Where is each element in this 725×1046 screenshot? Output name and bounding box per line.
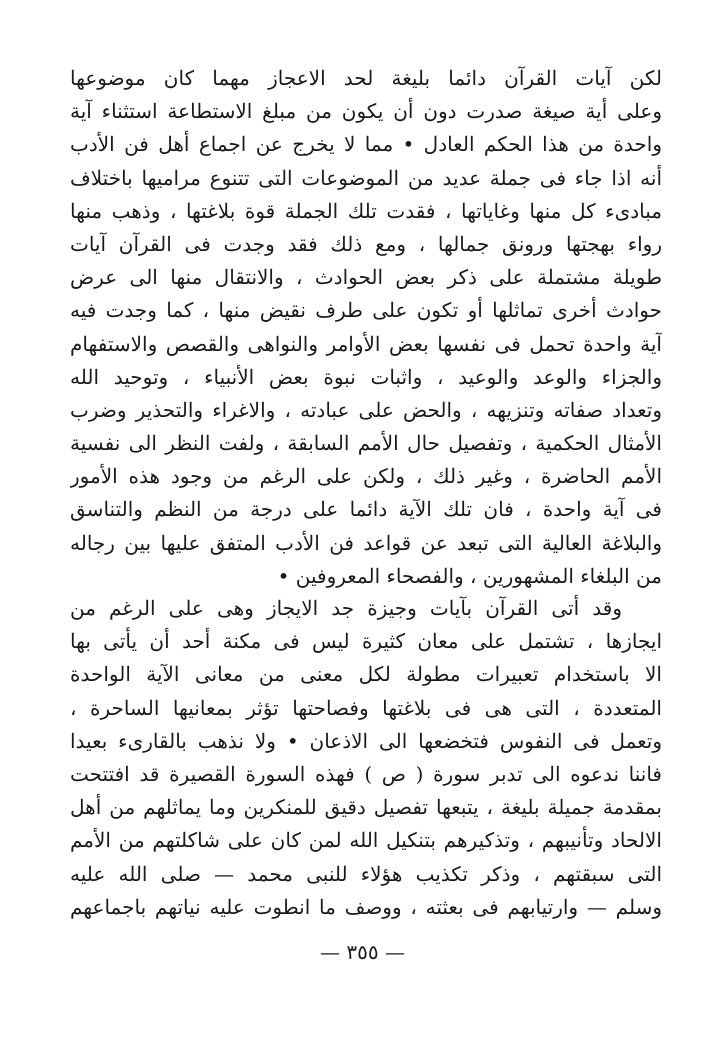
text-line: واحدة من هذا الحكم العادل • مما لا يخرج عن اجماع أهل فن الأدب bbox=[70, 132, 662, 157]
text-line: وتعمل فى النفوس فتخضعها الى الاذعان • ولا نذهب بالقارىء بعيدا bbox=[70, 728, 662, 753]
text-line: مبادىء كل منها وغاياتها ، فقدت تلك الجملة قوة بلاغتها ، وذهب منها bbox=[70, 198, 662, 223]
text-line: وسلم — وارتيابهم فى بعثته ، ووصف ما انطوت عليه نياتهم باجماعهم bbox=[70, 894, 662, 919]
text-line: التى سبقتهم ، وذكر تكذيب هؤلاء للنبى محمد — صلى الله عليه bbox=[70, 861, 662, 886]
text-line: الا باستخدام تعبيرات مطولة لكل معنى من معانى الآية الواحدة bbox=[70, 662, 662, 687]
text-line: بمقدمة جميلة بليغة ، يتبعها تفصيل دقيق للمنكرين وما يماثلهم من أهل bbox=[70, 795, 662, 820]
page-number: — ٣٥٥ — bbox=[320, 940, 405, 964]
text-line: وقد أتى القرآن بآيات وجيزة جد الايجاز وهى على الرغم من bbox=[70, 596, 622, 620]
text-line: رواء بهجتها ورونق جمالها ، ومع ذلك فقد وجدت فى القرآن آيات bbox=[70, 231, 662, 256]
text-line: الالحاد وتأنيبهم ، وتذكيرهم بتنكيل الله لمن كان على شاكلتهم من الأمم bbox=[70, 828, 662, 853]
text-line: من البلغاء المشهورين ، والفصحاء المعروفين • bbox=[277, 563, 662, 588]
text-line: الأمثال الحكمية ، وتفصيل حال الأمم السابقة ، ولفت النظر الى نفسية bbox=[70, 431, 662, 456]
text-line: لكن آيات القرآن دائما بليغة لحد الاعجاز مهما كان موضوعها bbox=[70, 66, 662, 90]
text-line: آية واحدة تحمل فى نفسها بعض الأوامر والنواهى والقصص والاستفهام bbox=[70, 331, 662, 356]
text-line: والجزاء والوعد والوعيد ، واثبات نبوة بعض الأنبياء ، وتوحيد الله bbox=[70, 364, 662, 389]
paragraph-2 bbox=[70, 592, 662, 924]
text-line: أنه اذا جاء فى جملة عديد من الموضوعات التى تتنوع مراميها باختلاف bbox=[70, 165, 662, 190]
paragraph-1 bbox=[70, 62, 662, 593]
text-line: طويلة مشتملة على ذكر بعض الحوادث ، والانتقال منها الى عرض bbox=[70, 265, 662, 290]
text-line: وتعداد صفاته وتنزيهه ، والحض على عبادته ، والاغراء والتحذير وضرب bbox=[70, 397, 662, 422]
text-line: المتعددة ، التى هى فى بلاغتها وفصاحتها تؤثر بمعانيها الساحرة ، bbox=[70, 695, 662, 720]
text-line: الأمم الحاضرة ، وغير ذلك ، ولكن على الرغم من وجود هذه الأمور bbox=[70, 464, 662, 489]
text-line: فى آية واحدة ، فان تلك الآية دائما على درجة من النظم والتناسق bbox=[70, 497, 662, 522]
text-line: ايجازها ، تشتمل على معان كثيرة ليس فى مكنة أحد أن يأتى بها bbox=[70, 629, 662, 654]
text-line: وعلى أية صيغة صدرت دون أن يكون من مبلغ الاستطاعة استثناء آية bbox=[70, 99, 662, 124]
text-line: حوادث أخرى تماثلها أو تكون على طرف نقيض منها ، كما وجدت فيه bbox=[70, 298, 662, 323]
text-line: فاننا ندعوه الى تدبر سورة ( ص ) فهذه السورة القصيرة قد افتتحت bbox=[70, 761, 662, 786]
text-line: والبلاغة العالية التى تبعد عن قواعد فن الأدب المتفق عليها بين رجاله bbox=[70, 530, 662, 555]
